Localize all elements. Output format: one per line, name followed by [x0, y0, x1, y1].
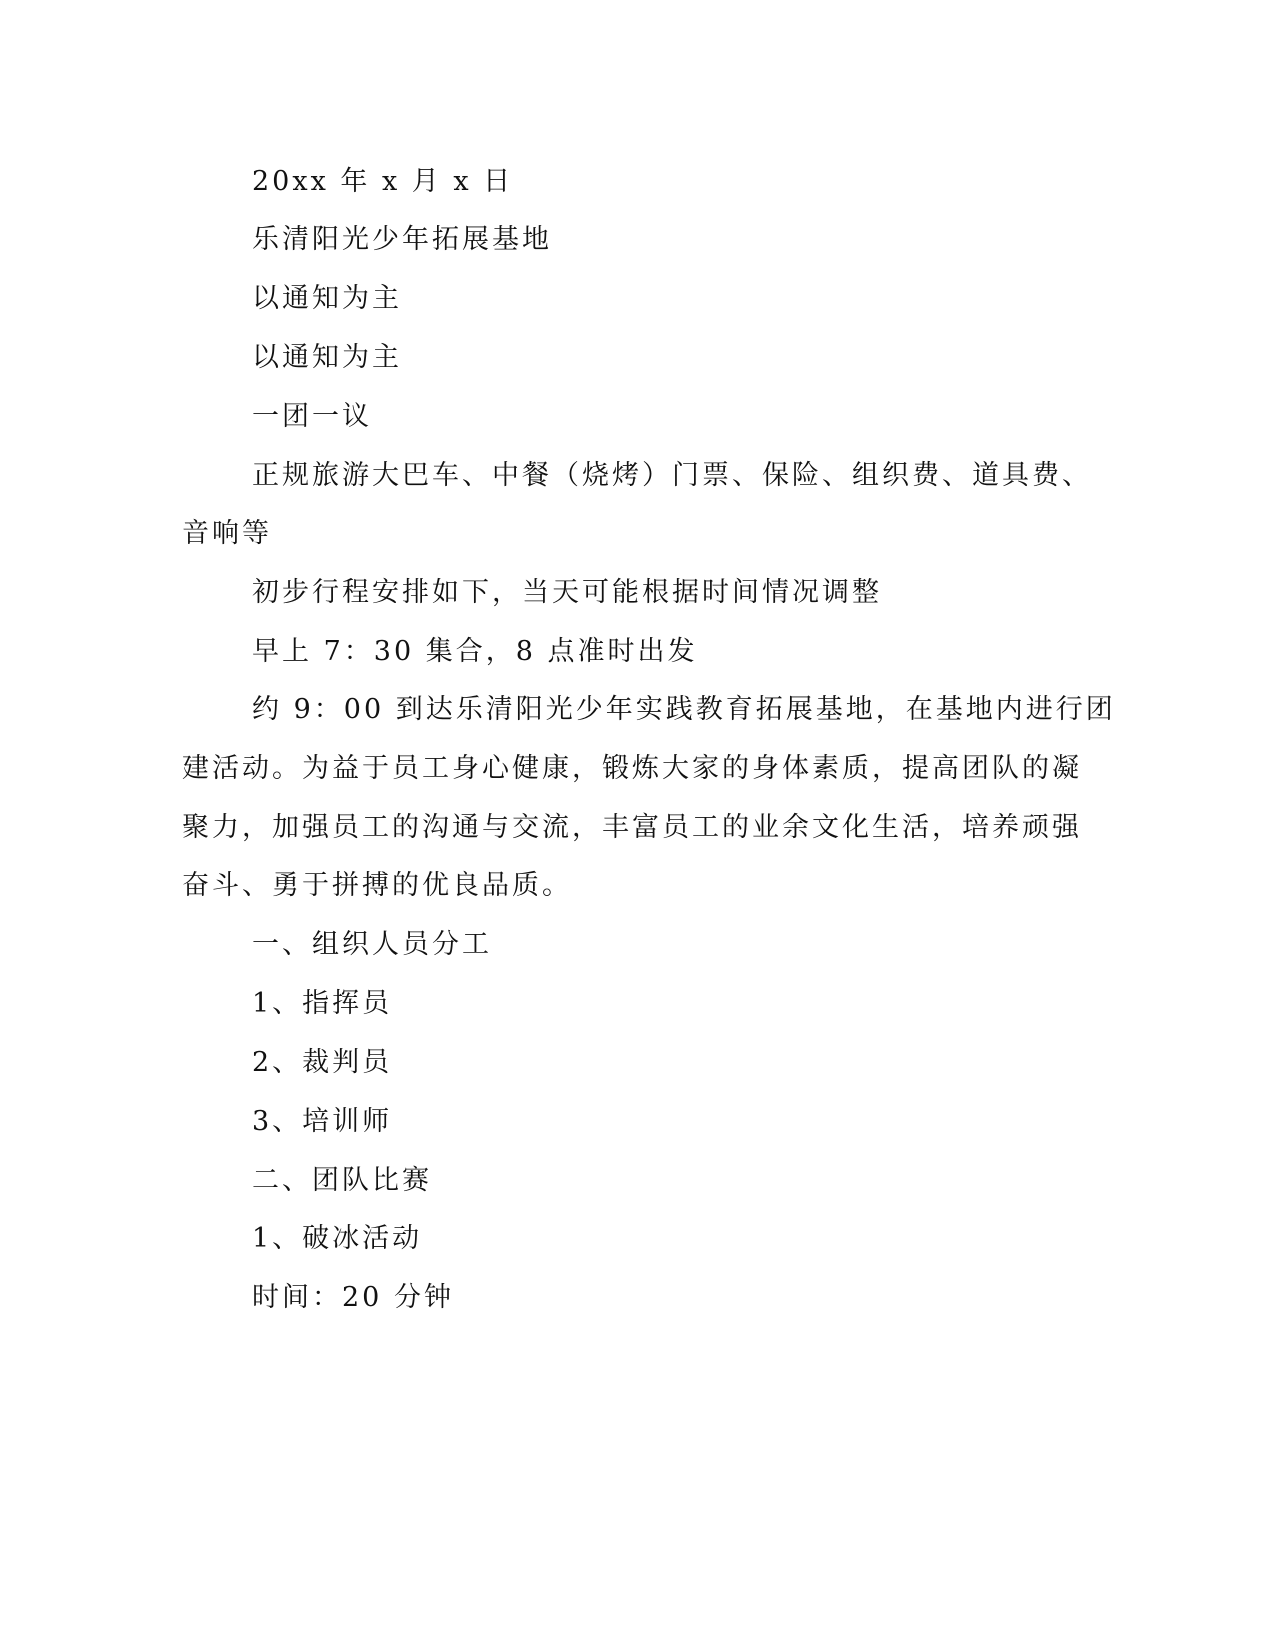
list-item: 1、指挥员 — [252, 988, 393, 1019]
list-item: 3、培训师 — [252, 1106, 393, 1137]
pricing-line: 一团一议 — [252, 401, 372, 432]
paragraph-line: 聚力，加强员工的沟通与交流，丰富员工的业余文化生活，培养顽强 — [182, 812, 1082, 843]
paragraph-line: 建活动。为益于员工身心健康，锻炼大家的身体素质，提高团队的凝 — [182, 753, 1082, 784]
list-item: 2、裁判员 — [252, 1047, 393, 1078]
notice-line-1: 以通知为主 — [252, 283, 402, 314]
duration-line: 时间：20 分钟 — [252, 1282, 454, 1313]
notice-line-2: 以通知为主 — [252, 342, 402, 373]
paragraph-line: 约 9：00 到达乐清阳光少年实践教育拓展基地，在基地内进行团 — [252, 694, 1116, 725]
section-heading-team-competition: 二、团队比赛 — [252, 1165, 432, 1196]
section-heading-organization: 一、组织人员分工 — [252, 929, 492, 960]
assembly-time-line: 早上 7：30 集合，8 点准时出发 — [252, 636, 698, 667]
venue-line: 乐清阳光少年拓展基地 — [252, 224, 552, 255]
paragraph-line: 奋斗、勇于拼搏的优良品质。 — [182, 870, 572, 901]
date-line: 20xx 年 x 月 x 日 — [252, 166, 514, 197]
list-item: 1、破冰活动 — [252, 1223, 423, 1254]
itinerary-intro-line: 初步行程安排如下，当天可能根据时间情况调整 — [252, 577, 882, 608]
paragraph-line: 音响等 — [182, 518, 272, 549]
paragraph-line: 正规旅游大巴车、中餐（烧烤）门票、保险、组织费、道具费、 — [252, 460, 1092, 491]
